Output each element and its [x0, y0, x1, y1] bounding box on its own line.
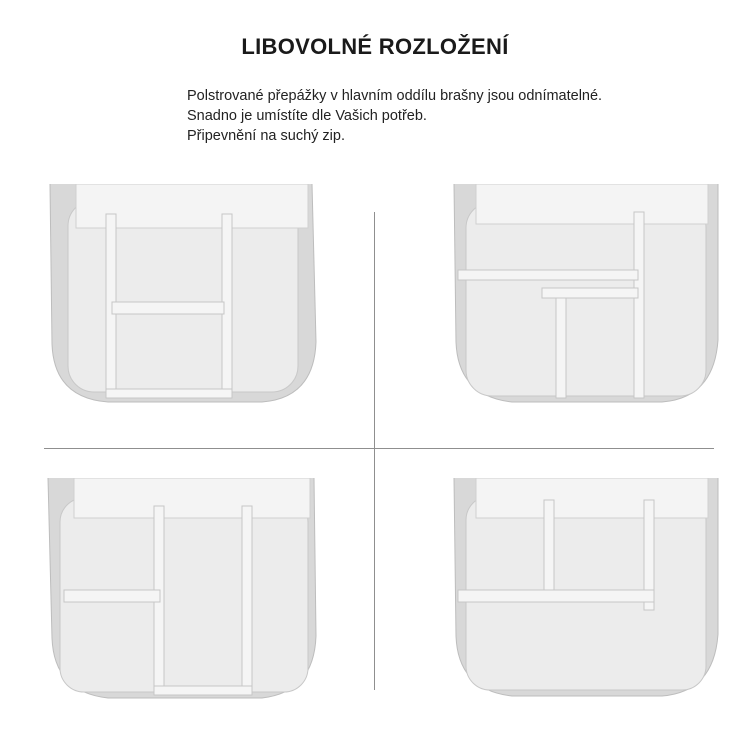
- product-photo-layout-4: [452, 478, 722, 708]
- description-line-3: Připevnění na suchý zip.: [187, 128, 345, 144]
- horizontal-divider-line: [44, 448, 714, 449]
- description: [187, 86, 602, 146]
- page-title: LIBOVOLNÉ ROZLOŽENÍ: [241, 34, 509, 59]
- product-photo-layout-3: [46, 478, 318, 708]
- product-photo-layout-1: [46, 184, 318, 414]
- description-line-1: Polstrované přepážky v hlavním oddílu brašny jsou odnímatelné.: [187, 88, 603, 104]
- vertical-divider-line: [374, 212, 375, 690]
- product-photo-layout-2: [452, 184, 722, 414]
- description-line-2: Snadno je umístíte dle Vašich potřeb.: [187, 108, 427, 124]
